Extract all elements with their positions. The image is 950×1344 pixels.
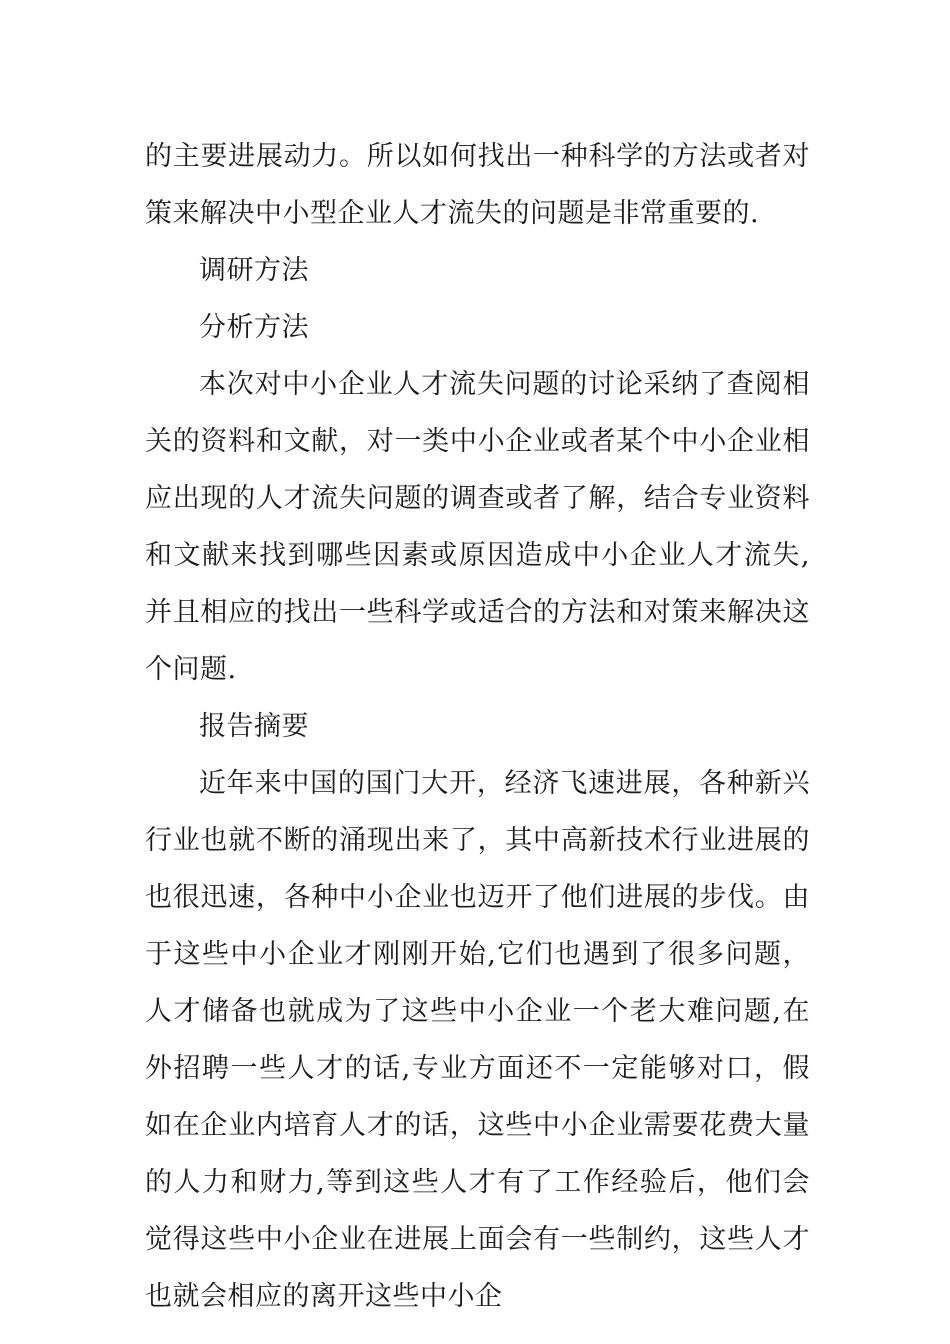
paragraph-report-summary: 近年来中国的国门大开，经济飞速进展，各种新兴行业也就不断的涌现出来了，其中高新技术行业进展的也很迅速，各种中小企业也迈开了他们进展的步伐。由于这些中小企业才刚刚开始,它们也遇到了很多问题，人才储备也就成为了这些中小企业一个老大难问题,在外招聘一些人才的话,专业方面还不一定能够对口，假如在企业内培育人才的话，这些中小企业需要花费大量的人力和财力,等到这些人才有了工作经验后，他们会觉得这些中小企业在进展上面会有一些制约，这些人才也就会相应的离开这些中小企 xyxy=(145,768,810,1312)
paragraph-continuation: 的主要进展动力。所以如何找出一种科学的方法或者对策来解决中小型企业人才流失的问题是非常重要的. xyxy=(145,141,810,229)
section-heading-analysis-method: 分析方法 xyxy=(199,312,309,343)
section-heading-research-method: 调研方法 xyxy=(199,255,309,286)
document-body xyxy=(145,128,810,1325)
section-heading-report-summary: 报告摘要 xyxy=(199,711,309,742)
paragraph-analysis-method: 本次对中小企业人才流失问题的讨论采纳了查阅相关的资料和文献，对一类中小企业或者某个中小企业相应出现的人才流失问题的调查或者了解，结合专业资料和文献来找到哪些因素或原因造成中小企业人才流失,并且相应的找出一些科学或适合的方法和对策来解决这个问题. xyxy=(145,369,810,685)
